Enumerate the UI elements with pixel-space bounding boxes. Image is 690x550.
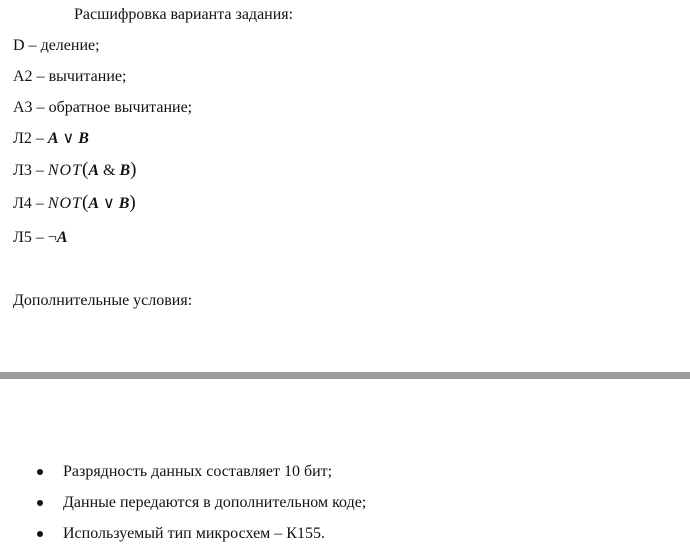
logic-code: Л5 xyxy=(13,229,32,246)
right-paren: ) xyxy=(130,159,137,180)
condition-text: Разрядность данных составляет 10 бит; xyxy=(63,463,333,480)
logic-code: Л3 xyxy=(13,162,32,179)
logic-dash: – xyxy=(31,162,48,179)
bullet-icon xyxy=(37,531,43,537)
negation-operator: ¬ xyxy=(47,229,57,246)
document-page-bottom xyxy=(0,379,690,550)
logic-line-l4 xyxy=(13,193,136,214)
variant-heading: Расшифровка варианта задания: xyxy=(74,6,294,23)
condition-text: Используемый тип микросхем – К155. xyxy=(63,525,325,542)
bullet-icon xyxy=(37,500,43,506)
logic-dash: – xyxy=(31,229,48,246)
variant-line-d xyxy=(13,36,100,56)
condition-list-item xyxy=(0,461,690,483)
variant-line-a2 xyxy=(13,67,126,87)
condition-list-item xyxy=(0,492,690,514)
variant-dash: – xyxy=(32,99,49,116)
logic-dash: – xyxy=(31,130,48,147)
logic-operator: & xyxy=(98,162,120,179)
logic-line-l5 xyxy=(13,228,68,248)
variant-dash: – xyxy=(24,37,41,54)
bullet-icon xyxy=(37,469,43,475)
variant-text: вычитание; xyxy=(48,68,127,85)
variant-dash: – xyxy=(32,68,49,85)
left-paren: ( xyxy=(81,159,89,180)
logic-operator: ∨ xyxy=(98,195,119,212)
logic-line-l2 xyxy=(13,129,89,149)
logic-dash: – xyxy=(31,195,48,212)
variant-code: А3 xyxy=(13,99,33,116)
left-paren: ( xyxy=(81,192,89,213)
page-separator xyxy=(0,372,690,379)
operand-b: B xyxy=(119,162,131,179)
operand-a: A xyxy=(47,130,59,147)
variant-line-a3 xyxy=(13,98,192,118)
logic-operator: ∨ xyxy=(58,130,79,147)
additional-conditions-heading: Дополнительные условия: xyxy=(13,292,193,309)
logic-code: Л2 xyxy=(13,130,32,147)
right-paren: ) xyxy=(129,192,136,213)
variant-text: обратное вычитание; xyxy=(48,99,193,116)
variant-text: деление; xyxy=(40,37,100,54)
operand-a: A xyxy=(88,162,99,179)
condition-list-item xyxy=(0,523,690,545)
not-operator: NOT xyxy=(47,162,82,179)
logic-code: Л4 xyxy=(13,195,32,212)
variant-code: А2 xyxy=(13,68,33,85)
logic-line-l3 xyxy=(13,160,136,181)
operand-b: B xyxy=(118,195,130,212)
operand-a: A xyxy=(88,195,99,212)
not-operator: NOT xyxy=(47,195,82,212)
condition-text: Данные передаются в дополнительном коде; xyxy=(63,494,367,511)
variant-code: D xyxy=(13,37,25,54)
operand-a: A xyxy=(56,229,68,246)
operand-b: B xyxy=(78,130,89,147)
